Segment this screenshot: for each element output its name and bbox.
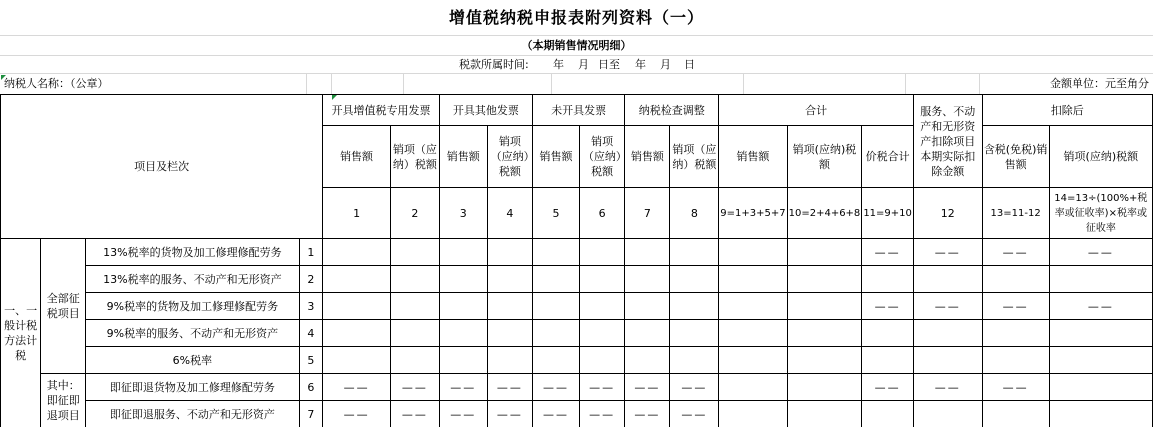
period-day-to-label: 日至 <box>598 58 620 71</box>
not-applicable-cell: —— <box>670 401 719 427</box>
row-number: 4 <box>299 320 323 347</box>
input-cell[interactable] <box>579 239 624 266</box>
input-cell[interactable] <box>670 347 719 374</box>
period-day2-label: 日 <box>684 58 695 71</box>
input-cell[interactable] <box>719 320 787 347</box>
input-cell[interactable] <box>439 239 487 266</box>
not-applicable-cell: —— <box>390 374 439 401</box>
input-cell[interactable] <box>390 239 439 266</box>
grid-line <box>551 74 552 94</box>
grid-line <box>743 74 744 94</box>
column-number: 6 <box>579 188 624 239</box>
input-cell[interactable] <box>670 293 719 320</box>
not-applicable-cell: —— <box>532 374 579 401</box>
not-applicable-cell: —— <box>579 401 624 427</box>
column-formula: 10=2+4+6+8 <box>787 188 862 239</box>
group-header-total: 合计 <box>719 95 914 126</box>
input-cell[interactable] <box>323 266 391 293</box>
input-cell[interactable] <box>1049 374 1152 401</box>
input-cell[interactable] <box>625 347 670 374</box>
row-label: 9%税率的货物及加工修理修配劳务 <box>86 293 300 320</box>
group-header-inspection-adjustment: 纳税检查调整 <box>625 95 719 126</box>
grid-line <box>905 74 906 94</box>
input-cell[interactable] <box>719 266 787 293</box>
header-group-row <box>1 95 1153 126</box>
input-cell[interactable] <box>670 239 719 266</box>
sub-header-total-incl-tax: 价税合计 <box>862 126 914 188</box>
input-cell[interactable] <box>487 347 532 374</box>
input-cell[interactable] <box>862 320 914 347</box>
input-cell[interactable] <box>323 239 391 266</box>
group-label-immediate-refund: 其中：即征即退项目 <box>41 374 86 427</box>
group-header-deduction-amount: 服务、不动产和无形资产扣除项目本期实际扣除金额 <box>913 95 982 188</box>
table-row <box>1 266 1153 293</box>
input-cell[interactable] <box>487 266 532 293</box>
sub-header-output-tax: 销项（应纳）税额 <box>670 126 719 188</box>
input-cell[interactable] <box>719 401 787 427</box>
section-label: 一、一般计税方法计税 <box>1 239 41 427</box>
input-cell[interactable] <box>787 347 862 374</box>
not-applicable-cell: —— <box>982 239 1049 266</box>
row-label: 13%税率的服务、不动产和无形资产 <box>86 266 300 293</box>
input-cell[interactable] <box>913 347 982 374</box>
input-cell[interactable] <box>625 239 670 266</box>
input-cell[interactable] <box>1049 266 1152 293</box>
period-month-label: 月 <box>578 58 589 71</box>
input-cell[interactable] <box>913 320 982 347</box>
table-row <box>1 320 1153 347</box>
input-cell[interactable] <box>719 374 787 401</box>
grid-line <box>979 74 980 94</box>
input-cell[interactable] <box>787 374 862 401</box>
grid-line <box>331 74 332 94</box>
not-applicable-cell: —— <box>670 374 719 401</box>
period-year2-label: 年 <box>635 58 646 71</box>
not-applicable-cell: —— <box>487 374 532 401</box>
not-applicable-cell: —— <box>862 374 914 401</box>
not-applicable-cell: —— <box>913 239 982 266</box>
row-label: 即征即退服务、不动产和无形资产 <box>86 401 300 427</box>
input-cell[interactable] <box>390 293 439 320</box>
table-row <box>1 239 1153 266</box>
input-cell[interactable] <box>390 347 439 374</box>
column-formula: 13=11-12 <box>982 188 1049 239</box>
input-cell[interactable] <box>982 266 1049 293</box>
grid-line <box>403 74 404 94</box>
sales-detail-table <box>0 94 1153 427</box>
sub-header-sales: 销售额 <box>532 126 579 188</box>
input-cell[interactable] <box>625 320 670 347</box>
row-number: 3 <box>299 293 323 320</box>
column-number: 4 <box>487 188 532 239</box>
form-title: 增值税纳税申报表附列资料（一） <box>0 0 1153 36</box>
tax-period-label: 税款所属时间: <box>459 58 529 71</box>
table-row <box>1 401 1153 427</box>
not-applicable-cell: —— <box>625 374 670 401</box>
sub-header-sales: 销售额 <box>323 126 391 188</box>
input-cell[interactable] <box>323 347 391 374</box>
input-cell[interactable] <box>862 347 914 374</box>
input-cell[interactable] <box>787 266 862 293</box>
group-header-after-deduction: 扣除后 <box>982 95 1152 126</box>
item-header-cell: 项目及栏次 <box>1 95 323 239</box>
input-cell[interactable] <box>982 320 1049 347</box>
row-number: 7 <box>299 401 323 427</box>
input-cell[interactable] <box>532 266 579 293</box>
input-cell[interactable] <box>439 293 487 320</box>
input-cell[interactable] <box>579 293 624 320</box>
input-cell[interactable] <box>439 347 487 374</box>
input-cell[interactable] <box>390 266 439 293</box>
not-applicable-cell: —— <box>487 401 532 427</box>
input-cell[interactable] <box>532 293 579 320</box>
column-number: 3 <box>439 188 487 239</box>
row-label: 9%税率的服务、不动产和无形资产 <box>86 320 300 347</box>
column-formula: 9=1+3+5+7 <box>719 188 787 239</box>
input-cell[interactable] <box>439 266 487 293</box>
tax-period-row <box>0 56 1153 74</box>
input-cell[interactable] <box>670 320 719 347</box>
input-cell[interactable] <box>1049 320 1152 347</box>
input-cell[interactable] <box>532 239 579 266</box>
sub-header-sales: 销售额 <box>439 126 487 188</box>
input-cell[interactable] <box>670 266 719 293</box>
column-number: 2 <box>390 188 439 239</box>
input-cell[interactable] <box>487 320 532 347</box>
not-applicable-cell: —— <box>1049 239 1152 266</box>
input-cell[interactable] <box>787 401 862 427</box>
column-formula: 14=13÷(100%+税率或征收率)×税率或征收率 <box>1049 188 1152 239</box>
currency-unit-label: 金额单位：元至角分 <box>1050 77 1149 90</box>
row-number: 5 <box>299 347 323 374</box>
not-applicable-cell: —— <box>625 401 670 427</box>
sub-header-output-tax: 销项（应纳）税额 <box>579 126 624 188</box>
table-row <box>1 347 1153 374</box>
input-cell[interactable] <box>579 320 624 347</box>
not-applicable-cell: —— <box>913 374 982 401</box>
not-applicable-cell: —— <box>862 239 914 266</box>
not-applicable-cell: —— <box>323 401 391 427</box>
row-number: 1 <box>299 239 323 266</box>
input-cell[interactable] <box>487 293 532 320</box>
input-cell[interactable] <box>719 239 787 266</box>
column-number: 12 <box>913 188 982 239</box>
period-month2-label: 月 <box>660 58 671 71</box>
form-subtitle: （本期销售情况明细） <box>0 36 1153 56</box>
sub-header-output-tax: 销项（应纳）税额 <box>390 126 439 188</box>
group-header-no-invoice: 未开具发票 <box>532 95 624 126</box>
group-label-all-taxable: 全部征税项目 <box>41 239 86 374</box>
not-applicable-cell: —— <box>439 374 487 401</box>
not-applicable-cell: —— <box>439 401 487 427</box>
not-applicable-cell: —— <box>390 401 439 427</box>
sub-header-taxed-sales: 含税(免税)销售额 <box>982 126 1049 188</box>
row-label: 13%税率的货物及加工修理修配劳务 <box>86 239 300 266</box>
input-cell[interactable] <box>323 293 391 320</box>
input-cell[interactable] <box>787 293 862 320</box>
input-cell[interactable] <box>625 266 670 293</box>
column-number: 1 <box>323 188 391 239</box>
not-applicable-cell: —— <box>982 293 1049 320</box>
input-cell[interactable] <box>532 320 579 347</box>
sub-header-output-tax: 销项(应纳)税额 <box>787 126 862 188</box>
not-applicable-cell: —— <box>1049 293 1152 320</box>
row-label: 即征即退货物及加工修理修配劳务 <box>86 374 300 401</box>
input-cell[interactable] <box>862 266 914 293</box>
column-number: 8 <box>670 188 719 239</box>
input-cell[interactable] <box>579 347 624 374</box>
input-cell[interactable] <box>439 320 487 347</box>
grid-line <box>306 74 307 94</box>
input-cell[interactable] <box>787 239 862 266</box>
table-row <box>1 374 1153 401</box>
input-cell[interactable] <box>913 401 982 427</box>
sub-header-output-tax: 销项（应纳）税额 <box>487 126 532 188</box>
input-cell[interactable] <box>579 266 624 293</box>
not-applicable-cell: —— <box>323 374 391 401</box>
not-applicable-cell: —— <box>982 374 1049 401</box>
input-cell[interactable] <box>913 266 982 293</box>
row-number: 6 <box>299 374 323 401</box>
input-cell[interactable] <box>982 347 1049 374</box>
not-applicable-cell: —— <box>913 293 982 320</box>
not-applicable-cell: —— <box>579 374 624 401</box>
input-cell[interactable] <box>323 320 391 347</box>
input-cell[interactable] <box>487 239 532 266</box>
not-applicable-cell: —— <box>532 401 579 427</box>
input-cell[interactable] <box>719 347 787 374</box>
input-cell[interactable] <box>719 293 787 320</box>
not-applicable-cell: —— <box>862 293 914 320</box>
taxpayer-name-label: 纳税人名称：（公章） <box>4 77 109 90</box>
cell-comment-marker <box>1 75 6 80</box>
group-header-other-invoice: 开具其他发票 <box>439 95 532 126</box>
row-number: 2 <box>299 266 323 293</box>
table-row <box>1 293 1153 320</box>
sub-header-sales: 销售额 <box>625 126 670 188</box>
input-cell[interactable] <box>625 293 670 320</box>
period-year-label: 年 <box>553 58 564 71</box>
input-cell[interactable] <box>390 320 439 347</box>
sub-header-output-tax: 销项(应纳)税额 <box>1049 126 1152 188</box>
input-cell[interactable] <box>532 347 579 374</box>
sub-header-sales: 销售额 <box>719 126 787 188</box>
group-header-vat-invoice: 开具增值税专用发票 <box>323 95 440 126</box>
input-cell[interactable] <box>862 401 914 427</box>
input-cell[interactable] <box>982 401 1049 427</box>
taxpayer-row <box>0 74 1153 94</box>
input-cell[interactable] <box>1049 347 1152 374</box>
column-formula: 11=9+10 <box>862 188 914 239</box>
row-label: 6%税率 <box>86 347 300 374</box>
column-number: 5 <box>532 188 579 239</box>
column-number: 7 <box>625 188 670 239</box>
input-cell[interactable] <box>787 320 862 347</box>
input-cell[interactable] <box>1049 401 1152 427</box>
